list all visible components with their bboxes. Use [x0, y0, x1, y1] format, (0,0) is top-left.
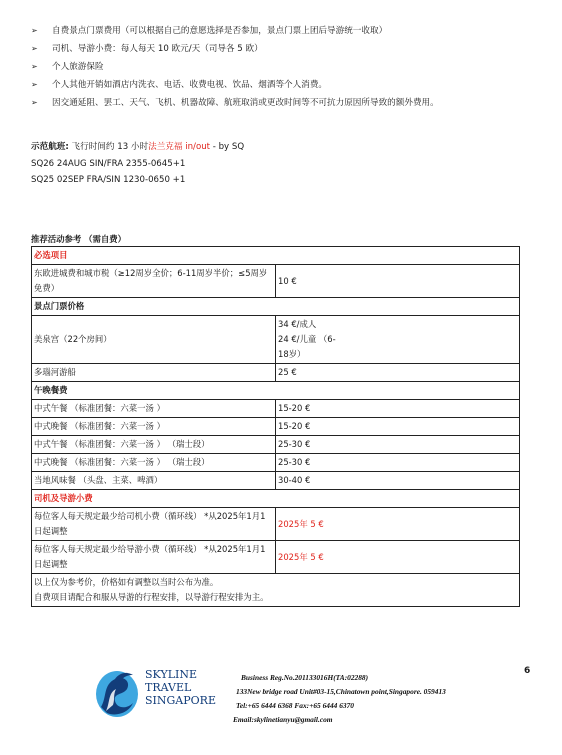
list-item-text: 个人其他开销如酒店内洗衣、电话、收费电视、饮品、烟酒等个人消费。: [52, 80, 328, 90]
price-line: 34 €/成人: [278, 319, 317, 329]
company-footer: [233, 671, 513, 727]
table-notes-row: [32, 574, 520, 607]
list-item: [31, 94, 541, 112]
logo-line: SINGAPORE: [145, 694, 216, 707]
company-address: 133New bridge road Unit#03-15,Chinatown point,Singapore. 059413: [236, 687, 446, 696]
arrow-bullet-icon: ➢: [31, 44, 38, 53]
arrow-bullet-icon: ➢: [31, 80, 38, 89]
business-reg: Business Reg.No.201133016H(TA:02288): [241, 673, 369, 682]
note-line: 以上仅为参考价，价格如有调整以当时公布为准。: [34, 577, 219, 587]
flight-label: 示范航班:: [31, 142, 69, 152]
row-price: 10 €: [276, 265, 520, 298]
table-row: [32, 436, 520, 454]
table-section-header: [32, 298, 520, 316]
row-item: 中式午餐 （标准团餐：六菜一汤 ） （瑞士段）: [32, 436, 276, 454]
list-item: [31, 58, 541, 76]
flight-heading: [31, 139, 551, 156]
table-row: [32, 418, 520, 436]
table-row: [32, 508, 520, 541]
price-line: 24 €/儿童 （6-: [278, 334, 336, 344]
table-row: [32, 265, 520, 298]
list-item: [31, 22, 541, 40]
company-email: Email:skylinetianyu@gmail.com: [233, 715, 333, 724]
logo-line: SKYLINE: [145, 668, 198, 681]
row-item: 当地风味餐 （头盘、主菜、啤酒）: [32, 472, 276, 490]
row-item: 东欧进城费和城市税（≥12周岁全价；6-11周岁半价；≤5周岁免费）: [32, 265, 276, 298]
table-row: [32, 541, 520, 574]
table-row: [32, 454, 520, 472]
table-row: [32, 316, 520, 364]
company-logo-text: [145, 668, 235, 707]
row-item: 多瑙河游船: [32, 364, 276, 382]
list-item-text: 个人旅游保险: [52, 62, 104, 72]
table-section-header: [32, 382, 520, 400]
note-line: 自费项目请配合和服从导游的行程安排，以导游行程安排为主。: [34, 592, 269, 602]
company-phone: Tel:+65 6444 6368 Fax:+65 6444 6370: [236, 701, 354, 710]
list-item-text: 自费景点门票费用（可以根据自己的意愿选择是否参加，景点门票上团后导游统一收取）: [52, 26, 388, 36]
price-line: 18岁）: [278, 349, 306, 359]
meals-header: 午晚餐费: [32, 382, 520, 400]
table-section-header: [32, 490, 520, 508]
row-price: 15-20 €: [276, 418, 520, 436]
table-notes: [32, 574, 520, 607]
tips-header: 司机及导游小费: [32, 490, 520, 508]
row-price: 15-20 €: [276, 400, 520, 418]
row-price: [276, 316, 520, 364]
table-section-header: [32, 247, 520, 265]
flight-line: SQ26 24AUG SIN/FRA 2355-0645+1: [31, 158, 186, 169]
sample-flight-section: [31, 139, 551, 189]
row-price: 2025年 5 €: [276, 508, 520, 541]
row-item: 中式晚餐 （标准团餐：六菜一汤 ） （瑞士段）: [32, 454, 276, 472]
flight-line: SQ25 02SEP FRA/SIN 1230-0650 +1: [31, 175, 186, 185]
list-item-text: 因交通延阻、罢工、天气、飞机、机器故障、航班取消或更改时间等不可抗力原因所导致的额外费用。: [52, 98, 439, 108]
skyline-logo-icon: [93, 667, 143, 719]
row-item: 美泉宫（22个房间）: [32, 316, 276, 364]
logo-line: TRAVEL: [145, 681, 192, 694]
list-item: [31, 76, 541, 94]
flight-desc-prefix: 飞行时间约 13 小时: [68, 142, 149, 152]
arrow-bullet-icon: ➢: [31, 98, 38, 107]
row-price: 25-30 €: [276, 454, 520, 472]
row-price: 25 €: [276, 364, 520, 382]
page-number: 6: [524, 666, 531, 676]
row-item: 每位客人每天规定最少给导游小费（循环线） *从2025年1月1日起调整: [32, 541, 276, 574]
row-price: 25-30 €: [276, 436, 520, 454]
row-price: 2025年 5 €: [276, 541, 520, 574]
row-item: 每位客人每天规定最少给司机小费（循环线） *从2025年1月1日起调整: [32, 508, 276, 541]
table-row: [32, 472, 520, 490]
flight-desc-city: 法兰克福 in/out: [148, 142, 211, 152]
tickets-header: 景点门票价格: [32, 298, 520, 316]
recommend-title: 推荐活动参考 （需自费）: [31, 234, 127, 244]
activity-price-table: [31, 246, 520, 607]
row-item: 中式晚餐 （标准团餐：六菜一汤 ）: [32, 418, 276, 436]
list-item: [31, 40, 541, 58]
table-row: [32, 364, 520, 382]
must-header: 必选项目: [32, 247, 520, 265]
excluded-costs-list: [31, 22, 541, 112]
row-item: 中式午餐 （标准团餐：六菜一汤 ）: [32, 400, 276, 418]
table-row: [32, 400, 520, 418]
row-price: 30-40 €: [276, 472, 520, 490]
arrow-bullet-icon: ➢: [31, 26, 38, 35]
list-item-text: 司机、导游小费：每人每天 10 欧元/天（司导各 5 欧）: [52, 44, 263, 54]
arrow-bullet-icon: ➢: [31, 62, 38, 71]
flight-desc-suffix: - by SQ: [210, 142, 245, 152]
